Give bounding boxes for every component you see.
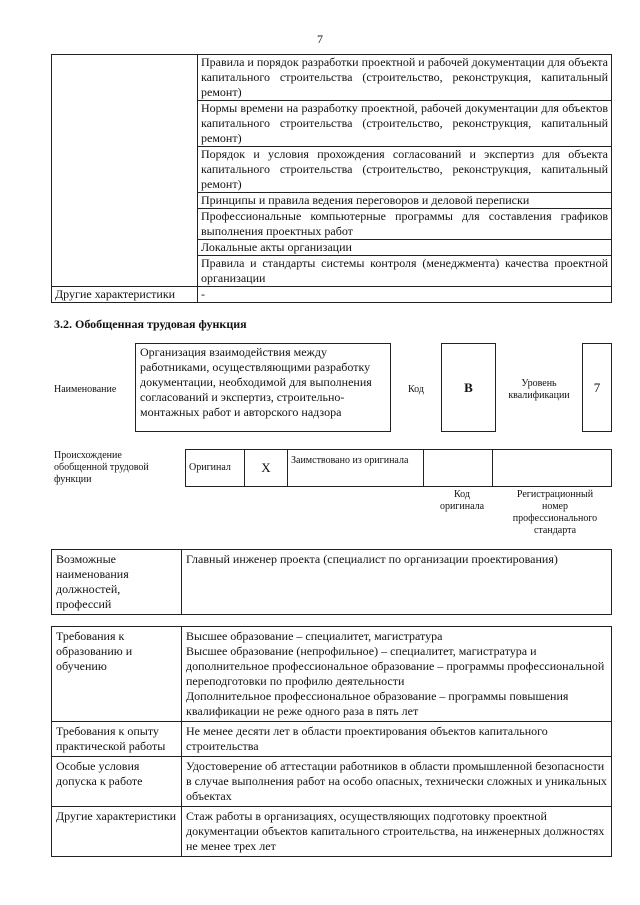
requirement-label: Другие характеристики [52, 807, 182, 857]
requirement-line: Удостоверение об аттестации работников в области промышленной безопасности в случае выполнения работ на особо опасных, технически сложных и уникальных объектах [186, 759, 607, 803]
requirement-line: Высшее образование – специалитет, магистратура [186, 629, 443, 643]
origin-label: Происхождение обобщенной трудовой функции [54, 450, 149, 485]
positions-label: Возможные наименования должностей, профессий [52, 550, 182, 615]
requirement-label: Особые условия допуска к работе [52, 757, 182, 807]
positions-value: Главный инженер проекта (специалист по организации проектирования) [182, 550, 612, 615]
knowledge-item: Принципы и правила ведения переговоров и деловой переписки [198, 193, 612, 209]
origin-table [185, 449, 612, 487]
table-cell-empty [52, 55, 198, 287]
requirements-table [51, 626, 612, 857]
table-row [52, 757, 612, 807]
name-label: Наименование [54, 384, 117, 395]
table-row [52, 807, 612, 857]
table-row [52, 627, 612, 722]
other-label: Другие характеристики [52, 287, 198, 303]
knowledge-item: Нормы времени на разработку проектной, рабочей документации для объектов капитального строительства (строительство, реконструкция, капитальный ремонт) [198, 101, 612, 147]
borrowed-label: Заимствовано из оригинала [288, 450, 424, 487]
reg-number-cell [493, 450, 612, 487]
knowledge-item: Локальные акты организации [198, 240, 612, 256]
level-value-box: 7 [582, 343, 612, 432]
original-label: Оригинал [186, 450, 245, 487]
orig-code-caption: Код оригинала [439, 489, 485, 512]
requirement-label: Требования к опыту практической работы [52, 722, 182, 757]
orig-code-cell [424, 450, 493, 487]
knowledge-table [51, 54, 612, 303]
requirement-line: Дополнительное профессиональное образование – программы повышения квалификации не реже одного раза в пять лет [186, 689, 569, 718]
knowledge-item: Правила и порядок разработки проектной и рабочей документации для объекта капитального строительства (строительство, реконструкция, капитальный ремонт) [198, 55, 612, 101]
function-name-box: Организация взаимодействия между работниками, осуществляющими разработку документации, необходимой для выполнения согласований и экспертиз, строительно-монтажных работ и авторского надзора [135, 343, 391, 432]
reg-number-caption: Регистрационный номер профессионального стандарта [512, 489, 598, 536]
positions-table [51, 549, 612, 615]
original-mark: X [245, 450, 288, 487]
page-number: 7 [317, 32, 323, 46]
table-row [52, 550, 612, 615]
requirement-label: Требования к образованию и обучению [52, 627, 182, 722]
code-label: Код [408, 384, 424, 395]
code-value-box: B [441, 343, 496, 432]
table-row [52, 722, 612, 757]
requirement-line: Высшее образование (непрофильное) – специалитет, магистратура и дополнительное профессиональное образование – программы профессиональной переподготовки по профилю деятельности [186, 644, 605, 688]
requirement-line: Стаж работы в организациях, осуществляющих подготовку проектной документации объектов капитального строительства, на инженерных должностях не менее трех лет [186, 809, 605, 853]
other-value: - [198, 287, 612, 303]
level-label: Уровень квалификации [508, 378, 570, 401]
section-title: 3.2. Обобщенная трудовая функция [54, 317, 247, 331]
table-row [52, 55, 612, 101]
knowledge-item: Порядок и условия прохождения согласований и экспертиз для объекта капитального строительства (строительство, реконструкция, капитальный ремонт) [198, 147, 612, 193]
knowledge-item: Правила и стандарты системы контроля (менеджмента) качества проектной организации [198, 256, 612, 287]
table-row [52, 287, 612, 303]
knowledge-item: Профессиональные компьютерные программы для составления графиков выполнения проектных работ [198, 209, 612, 240]
requirement-line: Не менее десяти лет в области проектирования объектов капитального строительства [186, 724, 548, 753]
